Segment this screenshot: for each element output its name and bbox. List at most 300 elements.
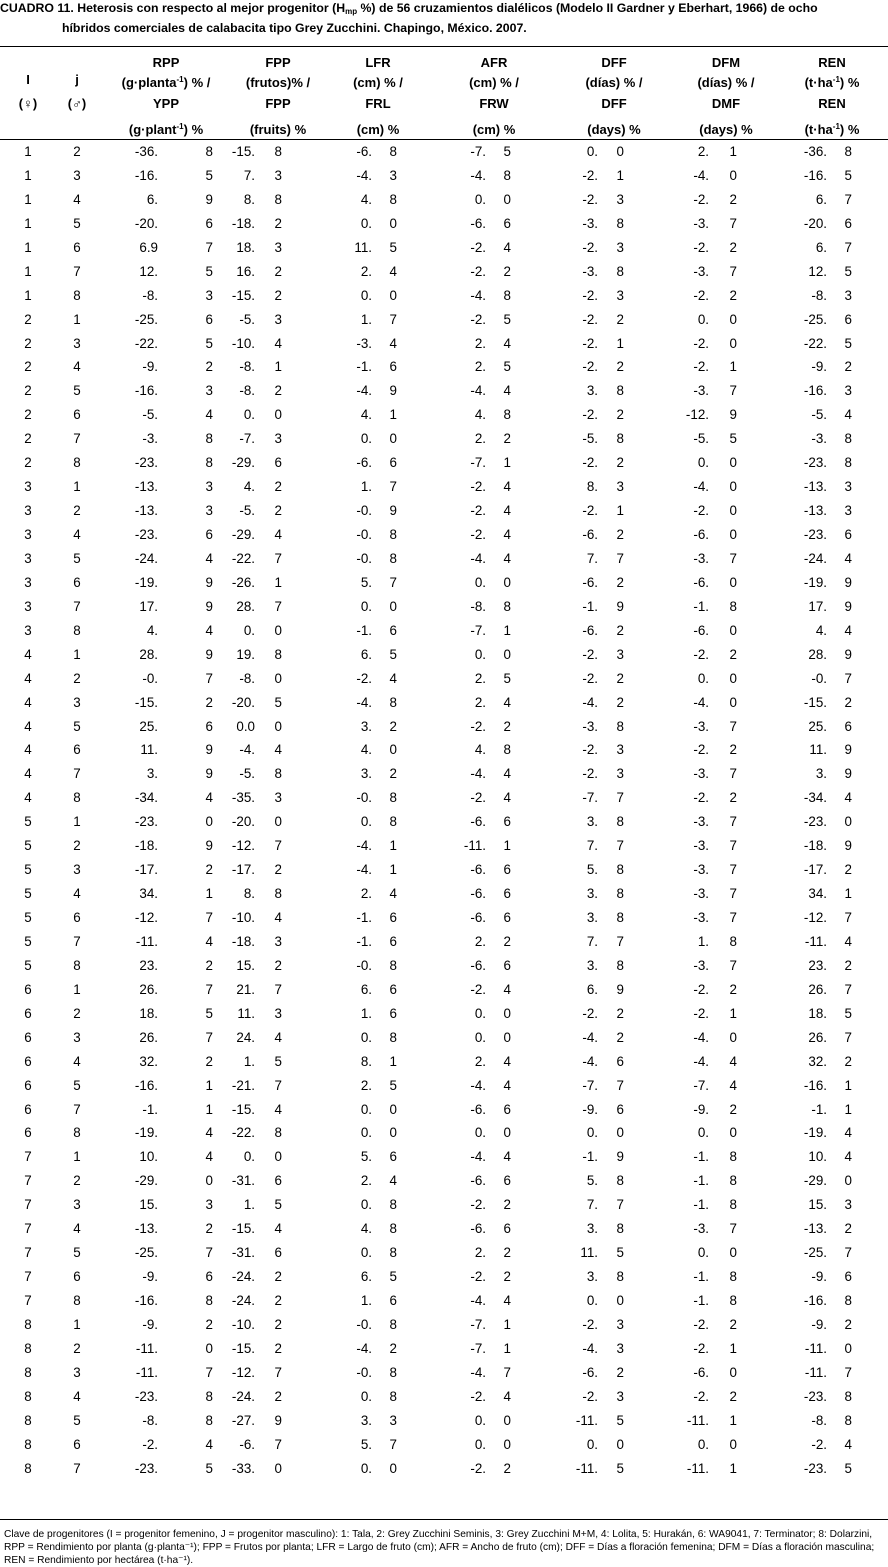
- cell-dff-dec: 0: [616, 1293, 624, 1308]
- cell-ren-dec: 1: [844, 886, 852, 902]
- cell-lfr-dec: 1: [389, 1053, 397, 1069]
- cell-afr-int: 2.: [474, 359, 486, 375]
- cell-dfm-int: -1.: [693, 1197, 709, 1213]
- cell-lfr-int: -0.: [356, 503, 372, 519]
- cell-dff-dec: 3: [616, 1388, 624, 1404]
- cell-dfm-int: -2.: [693, 1388, 709, 1404]
- cell-lfr-dec: 0: [389, 1101, 397, 1117]
- cell-lfr-dec: 4: [389, 1173, 397, 1189]
- cell-afr-int: -2.: [470, 1388, 486, 1404]
- cell-ren-int: -0.: [811, 670, 827, 686]
- cell-j: 3: [73, 167, 81, 183]
- cell-ren-int: -18.: [803, 838, 827, 854]
- cell-afr-int: -8.: [470, 598, 486, 614]
- cell-dff-dec: 7: [616, 550, 624, 566]
- cell-fpp-dec: 1: [274, 359, 282, 375]
- cell-rpp-dec: 8: [205, 1412, 213, 1428]
- cell-afr-int: -6.: [470, 862, 486, 878]
- cell-dff-int: 6.: [586, 981, 598, 997]
- cell-fpp-int: -15.: [231, 144, 255, 159]
- cell-ren-int: -23.: [803, 455, 827, 471]
- cell-lfr-dec: 2: [389, 1340, 397, 1356]
- cell-fpp-int: -24.: [231, 1388, 255, 1404]
- cell-rpp-int: 26.: [139, 1029, 158, 1045]
- cell-dff-int: -2.: [582, 1316, 598, 1332]
- cell-j: 6: [73, 407, 81, 423]
- cell-dff-dec: 7: [616, 1197, 624, 1213]
- cell-fpp-int: 19.: [236, 646, 255, 662]
- cell-ren-dec: 2: [844, 1316, 852, 1332]
- cell-dfm-int: -3.: [693, 910, 709, 925]
- cell-fpp-int: 0.: [243, 1149, 255, 1165]
- cell-ren-int: 34.: [808, 886, 827, 902]
- cell-i: 7: [24, 1173, 32, 1189]
- cell-dff-int: -6.: [582, 1364, 598, 1380]
- cell-dfm-int: -3.: [693, 957, 709, 973]
- cell-afr-int: -4.: [470, 766, 486, 782]
- cell-dfm-int: 0.: [697, 670, 709, 686]
- cell-afr-dec: 5: [503, 359, 511, 375]
- cell-fpp-dec: 7: [274, 838, 282, 854]
- cell-dff-int: -2.: [582, 1005, 598, 1021]
- cell-j: 5: [73, 383, 81, 399]
- cell-dff-int: -6.: [582, 527, 598, 542]
- cell-rpp-int: -29.: [134, 1173, 158, 1189]
- cell-dff-int: -11.: [575, 1412, 598, 1428]
- cell-rpp-dec: 1: [205, 1077, 213, 1093]
- cell-rpp-dec: 9: [205, 838, 213, 854]
- cell-fpp-dec: 2: [274, 1316, 282, 1332]
- cell-j: 6: [73, 1436, 81, 1452]
- cell-dff-int: -2.: [582, 766, 598, 782]
- cell-afr-int: 2.: [474, 670, 486, 686]
- cell-dfm-dec: 7: [729, 263, 737, 279]
- cell-j: 3: [73, 335, 81, 351]
- cell-fpp-dec: 9: [274, 1412, 282, 1428]
- cell-dfm-dec: 4: [729, 1077, 737, 1093]
- cell-dfm-dec: 2: [729, 287, 737, 303]
- cell-fpp-dec: 7: [274, 1077, 282, 1093]
- cell-j: 3: [73, 862, 81, 878]
- cell-fpp-int: -7.: [239, 431, 255, 447]
- cell-ren-dec: 5: [844, 1005, 852, 1021]
- table-footnote: Clave de progenitores (I = progenitor femenino, J = progenitor masculino): 1: Tala, 2: Grey Zucchini Seminis, 3: Grey Zucchini M+M, 4: Lolita, 5: Hurakán, 6: WA9041, 7: Terminator; 8: Dolarzini, RPP = Rendimiento por planta (g·planta⁻¹); FPP = Frutos por planta; LFR = Largo de fruto (cm); AFR = Ancho de fruto (cm); DFF = Días a floración femenina; DFM = Días a floración masculina; REN = Rendimiento por hectárea (t·ha⁻¹).: [4, 1529, 875, 1566]
- header-dff-line-4: (days) %: [587, 122, 641, 137]
- cell-afr-dec: 2: [503, 1269, 511, 1285]
- cell-j: 8: [73, 1125, 81, 1141]
- cell-rpp-int: -11.: [135, 1340, 158, 1356]
- cell-lfr-int: 0.: [360, 1245, 372, 1261]
- cell-dff-int: -2.: [582, 191, 598, 207]
- cell-fpp-dec: 8: [274, 191, 282, 207]
- cell-dfm-int: -1.: [693, 598, 709, 614]
- cell-lfr-dec: 6: [389, 455, 397, 471]
- cell-dff-dec: 8: [616, 862, 624, 878]
- table-row: [0, 164, 888, 188]
- cell-lfr-int: 0.: [360, 598, 372, 614]
- cell-i: 6: [24, 1101, 32, 1117]
- cell-dff-int: 7.: [586, 933, 598, 949]
- cell-afr-dec: 4: [503, 1077, 511, 1093]
- cell-afr-int: 0.: [474, 1412, 486, 1428]
- cell-afr-int: 0.: [474, 1029, 486, 1045]
- cell-rpp-int: -16.: [134, 383, 158, 399]
- cell-afr-int: -2.: [470, 479, 486, 495]
- cell-i: 3: [24, 503, 32, 519]
- table-caption: [0, 0, 888, 36]
- cell-i: 7: [24, 1245, 32, 1261]
- cell-afr-dec: 4: [503, 1053, 511, 1069]
- cell-dfm-int: -9.: [693, 1101, 709, 1117]
- cell-ren-int: -1.: [811, 1101, 827, 1117]
- cell-afr-int: -11.: [463, 838, 486, 854]
- cell-i: 4: [24, 790, 32, 806]
- cell-dff-dec: 7: [616, 838, 624, 854]
- table-row: [0, 762, 888, 786]
- cell-afr-dec: 6: [503, 862, 511, 878]
- cell-i: 2: [24, 335, 32, 351]
- cell-dfm-int: -3.: [693, 862, 709, 878]
- cell-fpp-dec: 8: [274, 144, 282, 159]
- cell-ren-int: -16.: [803, 383, 827, 399]
- cell-afr-dec: 4: [503, 550, 511, 566]
- table-row: [0, 786, 888, 810]
- cell-dff-dec: 2: [616, 407, 624, 423]
- header-ren-line-1: REN: [818, 55, 846, 70]
- cell-rpp-dec: 4: [205, 550, 213, 566]
- cell-dfm-dec: 8: [729, 1293, 737, 1308]
- header-fpp-line-1: FPP: [265, 55, 291, 70]
- header-fpp-line-4: (fruits) %: [249, 122, 307, 137]
- header-dff-line-1: DFF: [601, 55, 627, 70]
- cell-afr-dec: 6: [503, 910, 511, 925]
- cell-dff-dec: 8: [616, 215, 624, 231]
- cell-i: 7: [24, 1197, 32, 1213]
- cell-fpp-dec: 2: [274, 479, 282, 495]
- cell-j: 4: [73, 527, 81, 542]
- cell-fpp-int: -21.: [231, 1077, 255, 1093]
- cell-i: 3: [24, 527, 32, 542]
- cell-lfr-int: -4.: [356, 694, 372, 710]
- cell-afr-dec: 6: [503, 814, 511, 830]
- cell-afr-dec: 2: [503, 1245, 511, 1261]
- cell-ren-int: -19.: [803, 574, 827, 590]
- cell-ren-int: 3.: [815, 766, 827, 782]
- cell-ren-dec: 9: [844, 598, 852, 614]
- cell-fpp-int: 15.: [236, 957, 255, 973]
- cell-rpp-dec: 2: [205, 1053, 213, 1069]
- cell-rpp-dec: 5: [205, 1005, 213, 1021]
- cell-dfm-dec: 7: [729, 766, 737, 782]
- cell-rpp-dec: 2: [205, 957, 213, 973]
- cell-fpp-dec: 5: [274, 1053, 282, 1069]
- cell-rpp-dec: 7: [205, 910, 213, 925]
- cell-lfr-dec: 1: [389, 838, 397, 854]
- cell-rpp-int: -16.: [134, 167, 158, 183]
- cell-fpp-dec: 0: [274, 670, 282, 686]
- cell-afr-int: -2.: [470, 718, 486, 734]
- cell-fpp-dec: 2: [274, 1293, 282, 1308]
- cell-ren-dec: 8: [844, 431, 852, 447]
- cell-dff-int: 3.: [586, 383, 598, 399]
- cell-afr-dec: 1: [503, 455, 511, 471]
- cell-dfm-dec: 2: [729, 742, 737, 758]
- cell-rpp-dec: 9: [205, 766, 213, 782]
- cell-dff-dec: 8: [616, 1221, 624, 1237]
- cell-dff-dec: 3: [616, 646, 624, 662]
- cell-fpp-int: -8.: [239, 670, 255, 686]
- cell-lfr-dec: 8: [389, 957, 397, 973]
- cell-i: 5: [24, 838, 32, 854]
- cell-rpp-dec: 0: [205, 1340, 213, 1356]
- cell-rpp-int: 12.: [139, 263, 158, 279]
- cell-afr-dec: 4: [503, 1149, 511, 1165]
- cell-dff-int: -2.: [582, 359, 598, 375]
- cell-afr-dec: 0: [503, 646, 511, 662]
- cell-lfr-dec: 8: [389, 814, 397, 830]
- cell-fpp-int: 7.: [243, 167, 255, 183]
- cell-lfr-int: 6.: [360, 646, 372, 662]
- cell-dfm-int: -6.: [693, 622, 709, 638]
- cell-dfm-int: -2.: [693, 1005, 709, 1021]
- cell-dfm-int: -4.: [693, 1053, 709, 1069]
- cell-afr-int: -6.: [470, 1173, 486, 1189]
- cell-lfr-dec: 0: [389, 1125, 397, 1141]
- cell-dfm-dec: 0: [729, 335, 737, 351]
- cell-afr-dec: 5: [503, 670, 511, 686]
- cell-rpp-int: -23.: [134, 1460, 158, 1476]
- cell-i: 6: [24, 1029, 32, 1045]
- cell-afr-dec: 0: [503, 1029, 511, 1045]
- cell-rpp-int: -25.: [134, 1245, 158, 1261]
- cell-ren-dec: 8: [844, 455, 852, 471]
- cell-dff-int: 3.: [586, 886, 598, 902]
- cell-lfr-int: 0.: [360, 1460, 372, 1476]
- cell-j: 7: [73, 766, 81, 782]
- cell-j: 2: [73, 1173, 81, 1189]
- cell-afr-int: -4.: [470, 383, 486, 399]
- cell-fpp-dec: 8: [274, 886, 282, 902]
- cell-i: 3: [24, 574, 32, 590]
- cell-dff-dec: 3: [616, 479, 624, 495]
- header-rpp-line-1: RPP: [152, 55, 180, 70]
- cell-fpp-dec: 2: [274, 263, 282, 279]
- cell-fpp-dec: 7: [274, 1364, 282, 1380]
- cell-lfr-dec: 8: [389, 1221, 397, 1237]
- cell-afr-dec: 0: [503, 574, 511, 590]
- cell-afr-int: -7.: [470, 144, 486, 159]
- cell-ren-dec: 9: [844, 838, 852, 854]
- cell-j: 8: [73, 287, 81, 303]
- cell-dfm-dec: 0: [729, 479, 737, 495]
- cell-j: 5: [73, 550, 81, 566]
- cell-afr-int: 2.: [474, 1245, 486, 1261]
- cell-afr-dec: 4: [503, 694, 511, 710]
- cell-dfm-dec: 1: [729, 1005, 737, 1021]
- cell-lfr-dec: 8: [389, 550, 397, 566]
- cell-j: 6: [73, 742, 81, 758]
- cell-rpp-int: 10.: [139, 1149, 158, 1165]
- table-row: [0, 427, 888, 451]
- cell-dfm-int: -2.: [693, 742, 709, 758]
- cell-lfr-dec: 6: [389, 1293, 397, 1308]
- cell-lfr-int: -0.: [356, 790, 372, 806]
- cell-i: 3: [24, 598, 32, 614]
- table-row: [0, 355, 888, 379]
- cell-dfm-dec: 7: [729, 215, 737, 231]
- cell-rpp-dec: 4: [205, 407, 213, 423]
- cell-j: 5: [73, 718, 81, 734]
- cell-ren-int: -23.: [803, 527, 827, 542]
- cell-afr-dec: 4: [503, 1293, 511, 1308]
- cell-dfm-int: 0.: [697, 1125, 709, 1141]
- cell-dff-dec: 3: [616, 239, 624, 255]
- cell-afr-int: -6.: [470, 1221, 486, 1237]
- cell-rpp-int: -3.: [142, 431, 158, 447]
- cell-ren-dec: 5: [844, 1460, 852, 1476]
- cell-lfr-int: 4.: [360, 742, 372, 758]
- cell-ren-int: -8.: [811, 1412, 827, 1428]
- cell-fpp-dec: 4: [274, 1221, 282, 1237]
- cell-ren-dec: 9: [844, 574, 852, 590]
- cell-rpp-dec: 6: [205, 1269, 213, 1285]
- header-dfm-line-3: DMF: [711, 96, 741, 111]
- cell-rpp-dec: 9: [205, 598, 213, 614]
- cell-lfr-dec: 6: [389, 359, 397, 375]
- cell-dfm-int: -11.: [686, 1460, 709, 1476]
- cell-lfr-dec: 4: [389, 886, 397, 902]
- cell-dfm-dec: 2: [729, 790, 737, 806]
- cell-lfr-dec: 9: [389, 383, 397, 399]
- table-row: [0, 1074, 888, 1098]
- cell-j: 2: [73, 670, 81, 686]
- cell-afr-dec: 0: [503, 1436, 511, 1452]
- cell-rpp-int: -15.: [134, 694, 158, 710]
- cell-dff-int: 5.: [586, 862, 598, 878]
- cell-lfr-dec: 2: [389, 718, 397, 734]
- cell-rpp-int: -2.: [142, 1436, 158, 1452]
- cell-dfm-dec: 7: [729, 1221, 737, 1237]
- cell-fpp-dec: 6: [274, 1245, 282, 1261]
- cell-ren-int: -3.: [811, 431, 827, 447]
- cell-dfm-dec: 7: [729, 862, 737, 878]
- cell-afr-int: -6.: [470, 910, 486, 925]
- cell-ren-int: 26.: [808, 981, 827, 997]
- cell-lfr-int: 0.: [360, 1197, 372, 1213]
- cell-i: 4: [24, 670, 32, 686]
- cell-fpp-int: -20.: [231, 814, 255, 830]
- cell-rpp-dec: 4: [205, 1149, 213, 1165]
- cell-j: 1: [73, 981, 81, 997]
- cell-dff-int: -2.: [582, 455, 598, 471]
- table-row: [0, 260, 888, 284]
- cell-j: 3: [73, 694, 81, 710]
- table-row: [0, 1337, 888, 1361]
- table-row: [0, 643, 888, 667]
- cell-rpp-int: -23.: [134, 527, 158, 542]
- cell-rpp-int: 34.: [139, 886, 158, 902]
- cell-dff-dec: 8: [616, 1269, 624, 1285]
- cell-i: 2: [24, 359, 32, 375]
- table-row: [0, 379, 888, 403]
- cell-dff-int: -9.: [582, 1101, 598, 1117]
- cell-fpp-int: -15.: [231, 1101, 255, 1117]
- cell-i: 7: [24, 1293, 32, 1308]
- cell-rpp-dec: 2: [205, 359, 213, 375]
- cell-dfm-int: -3.: [693, 1221, 709, 1237]
- cell-rpp-int: 18.: [139, 1005, 158, 1021]
- cell-fpp-int: -17.: [231, 862, 255, 878]
- cell-lfr-int: 11.: [354, 239, 372, 255]
- cell-afr-int: -7.: [470, 1340, 486, 1356]
- cell-i: 7: [24, 1149, 32, 1165]
- cell-ren-dec: 0: [844, 814, 852, 830]
- cell-afr-int: -6.: [470, 957, 486, 973]
- cell-j: 3: [73, 1364, 81, 1380]
- cell-dfm-int: 0.: [697, 1245, 709, 1261]
- cell-ren-int: -23.: [803, 814, 827, 830]
- cell-ren-dec: 6: [844, 718, 852, 734]
- cell-lfr-int: 2.: [360, 263, 372, 279]
- cell-ren-int: -25.: [803, 1245, 827, 1261]
- cell-rpp-int: -1.: [142, 1101, 158, 1117]
- cell-afr-int: -2.: [470, 1460, 486, 1476]
- cell-afr-int: 4.: [474, 742, 486, 758]
- cell-ren-int: -24.: [803, 550, 827, 566]
- cell-lfr-int: 0.: [360, 1125, 372, 1141]
- cell-rpp-dec: 7: [205, 981, 213, 997]
- cell-ren-dec: 8: [844, 1293, 852, 1308]
- cell-j: 4: [73, 1221, 81, 1237]
- cell-dfm-dec: 1: [729, 1340, 737, 1356]
- cell-rpp-dec: 9: [205, 574, 213, 590]
- cell-lfr-int: 6.: [360, 981, 372, 997]
- cell-rpp-int: 26.: [139, 981, 158, 997]
- cell-dfm-int: -3.: [693, 814, 709, 830]
- cell-lfr-int: 2.: [360, 1077, 372, 1093]
- cell-ren-dec: 2: [844, 1053, 852, 1069]
- cell-afr-dec: 5: [503, 311, 511, 327]
- cell-lfr-int: -1.: [356, 933, 372, 949]
- cell-dff-int: -2.: [582, 1388, 598, 1404]
- cell-fpp-int: 0.: [243, 407, 255, 423]
- cell-dfm-dec: 1: [729, 359, 737, 375]
- cell-lfr-int: -4.: [356, 1340, 372, 1356]
- cell-rpp-int: -8.: [142, 287, 158, 303]
- cell-rpp-dec: 9: [205, 191, 213, 207]
- cell-lfr-int: 0.: [360, 431, 372, 447]
- cell-lfr-dec: 0: [389, 431, 397, 447]
- cell-fpp-dec: 5: [274, 694, 282, 710]
- cell-rpp-int: -8.: [142, 1412, 158, 1428]
- table-top-rule: [0, 46, 888, 47]
- cell-rpp-int: 4.: [146, 622, 158, 638]
- cell-lfr-int: -4.: [356, 167, 372, 183]
- cell-rpp-int: -5.: [142, 407, 158, 423]
- table-row: [0, 1289, 888, 1313]
- cell-afr-int: -7.: [470, 455, 486, 471]
- cell-i: 1: [24, 239, 32, 255]
- cell-ren-dec: 4: [844, 1125, 852, 1141]
- cell-fpp-int: 1.: [243, 1197, 255, 1213]
- cell-j: 7: [73, 1101, 81, 1117]
- cell-dff-dec: 5: [616, 1460, 624, 1476]
- cell-fpp-int: 16.: [236, 263, 255, 279]
- cell-ren-dec: 5: [844, 263, 852, 279]
- table-row: [0, 140, 888, 164]
- cell-ren-int: -15.: [803, 694, 827, 710]
- cell-afr-dec: 6: [503, 886, 511, 902]
